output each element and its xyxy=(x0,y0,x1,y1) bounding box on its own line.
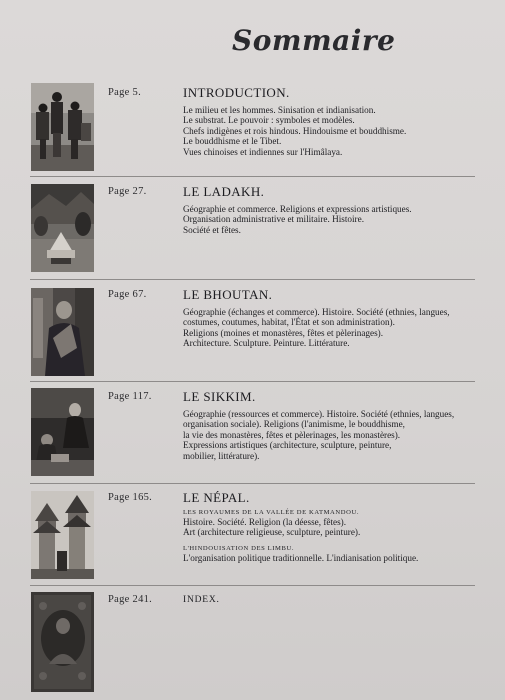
section-title: INDEX. xyxy=(183,595,220,605)
thumbnail-photo-thangka xyxy=(31,592,94,692)
contents-line: Vues chinoises et indiennes sur l'Himâlaya. xyxy=(183,146,343,157)
contents-line: Le substrat. Le pouvoir : symboles et modèles. xyxy=(183,115,355,126)
contents-line: Organisation administrative et militaire. Histoire. xyxy=(183,214,364,225)
page-number: Page 67. xyxy=(108,289,147,300)
thumbnail-photo-temples xyxy=(31,491,94,579)
thumbnail-photo-monk-portrait xyxy=(31,288,94,376)
thumbnail-photo-seated-figures xyxy=(31,388,94,476)
thumbnail-photo-group-portrait xyxy=(31,83,94,171)
contents-line: Géographie (ressources et commerce). Histoire. Société (ethnies, langues, xyxy=(183,409,455,419)
section-contents xyxy=(183,409,483,461)
contents-line: Architecture. Sculpture. Peinture. Littérature. xyxy=(183,338,350,349)
divider xyxy=(30,483,475,484)
subsection-heading: LES ROYAUMES DE LA VALLÉE DE KATMANDOU. xyxy=(183,509,360,516)
contents-line: Le milieu et les hommes. Sinisation et indianisation. xyxy=(183,105,376,115)
section-contents xyxy=(183,508,483,563)
contents-line: Géographie (échanges et commerce). Histoire. Société (ethnies, langues, xyxy=(183,307,450,317)
divider xyxy=(30,176,475,177)
contents-line: la vie des monastères, fêtes et pèlerinages, les monastères). xyxy=(183,429,401,440)
divider xyxy=(30,585,475,586)
thumbnail-photo-stupa xyxy=(31,184,94,272)
contents-line: Histoire. Société. Religion (la déesse, fêtes). xyxy=(183,517,347,527)
section-title: LE SIKKIM. xyxy=(183,389,256,404)
contents-line: organisation sociale). Religions (l'animisme, le bouddhisme, xyxy=(183,419,405,430)
contents-line: L'organisation politique traditionnelle. L'indianisation politique. xyxy=(183,552,419,563)
contents-line: Art (architecture religieuse, sculpture, peinture). xyxy=(183,527,361,538)
section-contents xyxy=(183,307,483,349)
section-contents xyxy=(183,105,483,157)
section-title: LE LADAKH. xyxy=(183,184,265,199)
subsection-heading: L'HINDOUISATION DES LIMBU. xyxy=(183,544,295,552)
contents-line: mobilier, littérature). xyxy=(183,450,260,461)
contents-line: Le bouddhisme et le Tibet. xyxy=(183,136,282,147)
section-title: INTRODUCTION. xyxy=(183,85,290,100)
page-number: Page 165. xyxy=(108,492,153,503)
divider xyxy=(30,279,475,280)
contents-line: costumes, coutumes, habitat, l'État et son administration). xyxy=(183,317,395,328)
contents-line: Religions (moines et monastères, fêtes et pèlerinages). xyxy=(183,327,384,338)
contents-line: Chefs indigènes et rois hindous. Hindouisme et bouddhisme. xyxy=(183,125,407,136)
contents-line: Société et fêtes. xyxy=(183,224,241,235)
section-title: LE BHOUTAN. xyxy=(183,287,273,302)
page-number: Page 5. xyxy=(108,87,142,98)
section-contents xyxy=(183,204,483,235)
page-number: Page 241. xyxy=(108,594,153,605)
page-title: Sommaire xyxy=(232,24,396,57)
page-number: Page 27. xyxy=(108,186,147,197)
contents-line: Géographie et commerce. Religions et expressions artistiques. xyxy=(183,204,412,214)
contents-line: Expressions artistiques (architecture, sculpture, peinture, xyxy=(183,440,392,451)
section-title: LE NÉPAL. xyxy=(183,490,250,505)
page-number: Page 117. xyxy=(108,391,152,402)
divider xyxy=(30,381,475,382)
